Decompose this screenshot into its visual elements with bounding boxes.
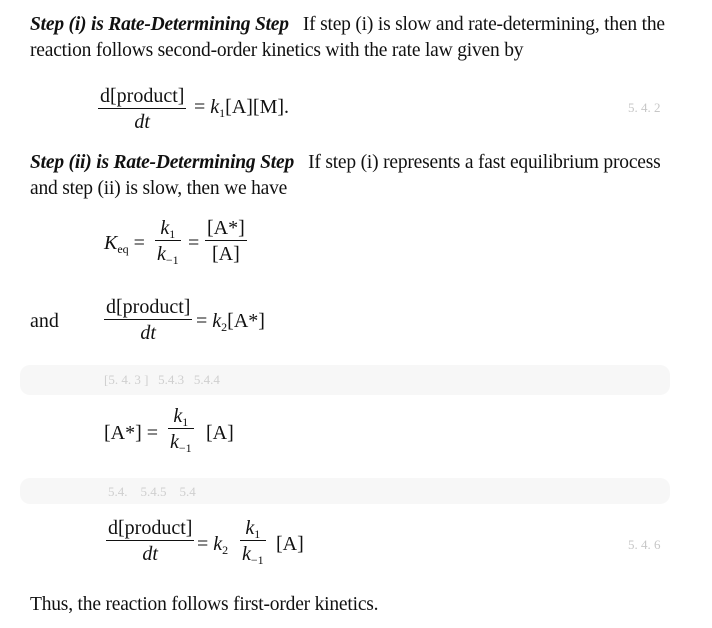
numerator: d[product] (100, 85, 185, 107)
equation-rhs (196, 310, 265, 333)
k: k (157, 243, 166, 265)
rate-constant: k (210, 96, 220, 118)
equation-number: 5. 4. 2 (628, 100, 661, 115)
section-heading: Step (i) is Rate-Determining Step (30, 14, 289, 35)
fraction-k1-over-k-1 (168, 404, 194, 454)
equation-mid (197, 533, 228, 556)
denominator: [A] (205, 240, 247, 266)
conclusion-text: Thus, the reaction follows first-order kinetics. (30, 594, 379, 615)
fraction (98, 84, 186, 134)
equals-sign: = (194, 96, 211, 118)
section-rate-determining-step-i (30, 12, 692, 64)
faded-text: 5.4. 5.4.5 5.4 (108, 484, 196, 499)
section-text: If step (i) represents a fast equilibrium process and step (ii) is slow, then we have (30, 152, 661, 199)
numerator: d[product] (108, 517, 193, 539)
rate-constant: k (212, 310, 222, 332)
concentration: [A*] (227, 310, 265, 332)
equation-rhs (194, 96, 289, 119)
equation-lhs (104, 232, 145, 255)
denominator: dt (106, 540, 194, 566)
fraction (106, 516, 194, 566)
k: k (245, 517, 255, 539)
equals-sign: = (133, 232, 145, 254)
denominator: dt (104, 319, 192, 345)
faded-text: [5. 4. 3 ] 5.4.3 5.4.4 (104, 372, 220, 387)
fraction-k1-over-k-1 (155, 216, 181, 266)
subscript: 2 (222, 543, 229, 557)
k-eq: K (104, 232, 118, 254)
subscript: 1 (182, 415, 189, 429)
equation-rhs: [A] (206, 422, 234, 444)
subscript: 2 (221, 320, 228, 334)
section-rate-determining-step-ii (30, 150, 692, 202)
section-heading: Step (ii) is Rate-Determining Step (30, 152, 295, 173)
subscript: 1 (254, 527, 261, 541)
fraction-k1-over-k-1 (240, 516, 266, 566)
concentrations: [A][M]. (225, 96, 290, 118)
equation-rhs: [A] (276, 533, 304, 555)
numerator: d[product] (106, 296, 191, 318)
k: k (173, 405, 183, 427)
subscript: −1 (250, 553, 264, 567)
subscript: 1 (219, 106, 226, 120)
fraction-a-star-over-a (205, 216, 247, 266)
subscript: −1 (165, 253, 179, 267)
fraction (104, 295, 192, 345)
subscript: eq (117, 242, 129, 256)
section-text: If step (i) is slow and rate-determining, then the reaction follows second-order kinetics with the rate law given by (30, 14, 665, 61)
equation-lhs: [A*] = (104, 422, 159, 444)
numerator: [A*] (207, 217, 245, 239)
k: k (242, 543, 251, 565)
equals-sign: = (197, 533, 214, 555)
subscript: 1 (169, 227, 176, 241)
equals-sign: = (196, 310, 213, 332)
equation-number: 5. 4. 6 (628, 537, 661, 552)
subscript: −1 (178, 441, 192, 455)
and-label: and (30, 310, 59, 332)
k: k (160, 217, 170, 239)
rate-constant: k (213, 533, 223, 555)
denominator: dt (98, 108, 186, 134)
equals-sign: = (188, 232, 200, 254)
k: k (170, 431, 179, 453)
